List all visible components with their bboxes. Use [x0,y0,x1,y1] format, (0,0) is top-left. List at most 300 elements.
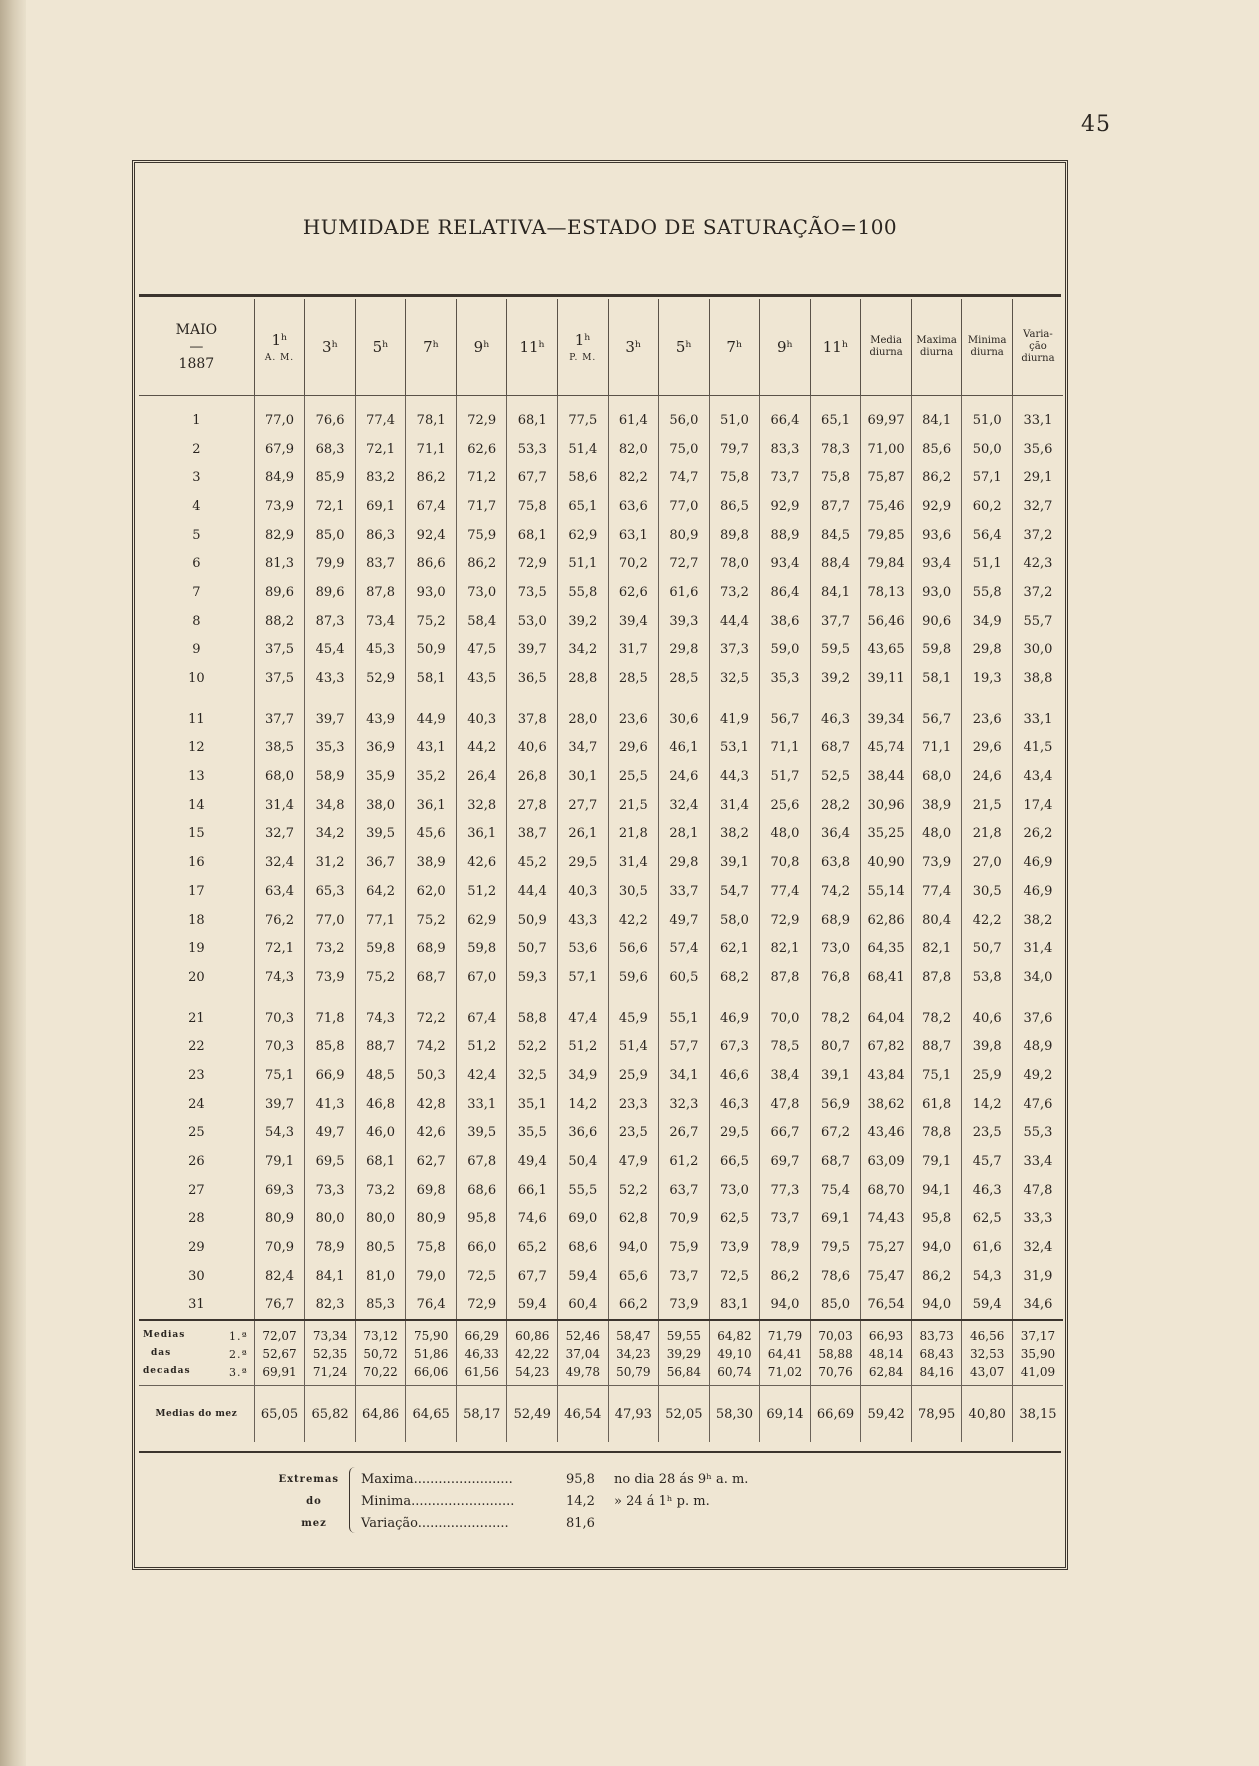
value-cell: 58,9 [305,762,356,791]
day-cell: 26 [188,1154,205,1170]
value-cell: 24,6 [962,762,1013,791]
value-cell: 45,7 [962,1147,1013,1176]
value-cell: 55,14 [861,877,912,906]
decade-value-cell: 51,86 [406,1345,457,1363]
value-cell: 85,3 [355,1291,406,1321]
value-cell: 94,0 [608,1233,659,1262]
value-cell: 85,6 [911,435,962,464]
value-cell: 53,3 [507,435,558,464]
decade-value-cell: 66,93 [861,1320,912,1345]
value-cell: 34,2 [305,820,356,849]
value-cell: 32,7 [1012,492,1063,521]
table-row [139,820,1063,849]
value-cell: 95,8 [456,1205,507,1234]
value-cell: 73,7 [760,463,811,492]
month-mean-cell: 59,42 [861,1386,912,1443]
decade-value-cell: 52,46 [558,1320,609,1345]
value-cell: 66,5 [709,1147,760,1176]
value-cell: 46,3 [962,1176,1013,1205]
value-cell: 73,7 [760,1205,811,1234]
decade-value-cell: 52,35 [305,1345,356,1363]
value-cell: 45,3 [355,636,406,665]
value-cell: 75,1 [254,1061,305,1090]
day-cell: 21 [188,1010,205,1026]
day-cell: 12 [188,740,205,756]
value-cell: 54,3 [962,1262,1013,1291]
decade-value-cell: 72,07 [254,1320,305,1345]
value-cell: 75,8 [709,463,760,492]
col-hour-5am: 5ʰ [355,299,406,396]
value-cell: 68,9 [810,906,861,935]
decade-value-cell: 70,03 [810,1320,861,1345]
value-cell: 77,5 [558,396,609,435]
value-cell: 29,8 [659,636,710,665]
value-cell: 31,9 [1012,1262,1063,1291]
value-cell: 58,8 [507,992,558,1033]
value-cell: 39,7 [305,693,356,734]
month-mean-cell: 58,30 [709,1386,760,1443]
value-cell: 78,3 [810,435,861,464]
table-row [139,1147,1063,1176]
value-cell: 37,3 [709,636,760,665]
value-cell: 76,8 [810,963,861,992]
value-cell: 36,4 [810,820,861,849]
humidity-table [139,299,1063,1442]
value-cell: 73,9 [911,848,962,877]
value-cell: 51,4 [558,435,609,464]
value-cell: 30,1 [558,762,609,791]
value-cell: 79,5 [810,1233,861,1262]
decade-value-cell: 41,09 [1012,1363,1063,1386]
value-cell: 82,0 [608,435,659,464]
day-cell: 25 [188,1125,205,1141]
value-cell: 68,9 [406,934,457,963]
value-cell: 72,1 [254,934,305,963]
value-cell: 95,8 [911,1205,962,1234]
value-cell: 58,4 [456,607,507,636]
value-cell: 24,6 [659,762,710,791]
col-hour-11am: 11ʰ [507,299,558,396]
pm-label: P. M. [569,353,597,363]
value-cell: 43,1 [406,734,457,763]
value-cell: 67,8 [456,1147,507,1176]
value-cell: 50,3 [406,1061,457,1090]
value-cell: 42,8 [406,1090,457,1119]
value-cell: 76,7 [254,1291,305,1321]
value-cell: 41,9 [709,693,760,734]
table-row [139,492,1063,521]
value-cell: 59,8 [355,934,406,963]
value-cell: 65,1 [558,492,609,521]
value-cell: 27,8 [507,791,558,820]
decade-value-cell: 64,41 [760,1345,811,1363]
value-cell: 88,7 [355,1032,406,1061]
extremes-brace [349,1467,358,1533]
value-cell: 39,34 [861,693,912,734]
value-cell: 17,4 [1012,791,1063,820]
value-cell: 87,7 [810,492,861,521]
value-cell: 82,1 [911,934,962,963]
day-cell: 1 [192,412,201,428]
value-cell: 75,87 [861,463,912,492]
value-cell: 70,3 [254,992,305,1033]
decade-value-cell: 52,67 [254,1345,305,1363]
value-cell: 65,6 [608,1262,659,1291]
value-cell: 27,0 [962,848,1013,877]
value-cell: 23,5 [608,1119,659,1148]
value-cell: 73,5 [507,578,558,607]
value-cell: 81,3 [254,549,305,578]
value-cell: 46,9 [1012,848,1063,877]
value-cell: 74,2 [810,877,861,906]
value-cell: 39,2 [810,664,861,693]
value-cell: 61,8 [911,1090,962,1119]
decade-value-cell: 34,23 [608,1345,659,1363]
value-cell: 43,84 [861,1061,912,1090]
decade-value-cell: 37,17 [1012,1320,1063,1345]
value-cell: 87,8 [911,963,962,992]
value-cell: 61,6 [659,578,710,607]
month-mean-cell: 52,05 [659,1386,710,1443]
value-cell: 66,7 [760,1119,811,1148]
value-cell: 68,3 [305,435,356,464]
value-cell: 80,9 [406,1205,457,1234]
day-cell: 24 [188,1096,205,1112]
value-cell: 73,2 [305,934,356,963]
value-cell: 53,1 [709,734,760,763]
value-cell: 23,6 [962,693,1013,734]
value-cell: 51,1 [962,549,1013,578]
value-cell: 46,0 [355,1119,406,1148]
value-cell: 42,6 [456,848,507,877]
value-cell: 88,4 [810,549,861,578]
value-cell: 62,6 [608,578,659,607]
value-cell: 36,5 [507,664,558,693]
value-cell: 86,2 [911,1262,962,1291]
col-hour-3am: 3ʰ [305,299,356,396]
day-cell: 8 [192,613,201,629]
value-cell: 34,0 [1012,963,1063,992]
value-cell: 72,1 [355,435,406,464]
value-cell: 43,65 [861,636,912,665]
value-cell: 28,0 [558,693,609,734]
value-cell: 86,6 [406,549,457,578]
value-cell: 23,5 [962,1119,1013,1148]
value-cell: 65,1 [810,396,861,435]
decade-value-cell: 58,88 [810,1345,861,1363]
value-cell: 33,1 [1012,396,1063,435]
value-cell: 63,8 [810,848,861,877]
value-cell: 57,1 [558,963,609,992]
value-cell: 43,46 [861,1119,912,1148]
value-cell: 71,1 [406,435,457,464]
value-cell: 73,4 [355,607,406,636]
value-cell: 75,27 [861,1233,912,1262]
value-cell: 88,2 [254,607,305,636]
day-cell: 29 [188,1240,205,1256]
month-mean-cell: 52,49 [507,1386,558,1443]
decade-value-cell: 70,22 [355,1363,406,1386]
value-cell: 74,2 [406,1032,457,1061]
value-cell: 26,2 [1012,820,1063,849]
value-cell: 63,09 [861,1147,912,1176]
value-cell: 75,8 [406,1233,457,1262]
value-cell: 94,1 [911,1176,962,1205]
value-cell: 82,3 [305,1291,356,1321]
value-cell: 46,6 [709,1061,760,1090]
day-cell: 11 [188,711,205,727]
value-cell: 40,6 [507,734,558,763]
value-cell: 32,4 [1012,1233,1063,1262]
value-cell: 71,2 [456,463,507,492]
value-cell: 72,9 [507,549,558,578]
decade-label: decadas 3.ª [143,1365,248,1379]
month-year-header [139,299,254,396]
col-hour-3pm: 3ʰ [608,299,659,396]
value-cell: 80,5 [355,1233,406,1262]
value-cell: 37,2 [1012,578,1063,607]
value-cell: 28,1 [659,820,710,849]
book-spine-shadow [0,0,26,1766]
value-cell: 51,0 [709,396,760,435]
value-cell: 63,1 [608,521,659,550]
value-cell: 56,4 [962,521,1013,550]
value-cell: 58,1 [406,664,457,693]
value-cell: 77,4 [355,396,406,435]
value-cell: 61,4 [608,396,659,435]
value-cell: 56,9 [810,1090,861,1119]
value-cell: 28,5 [659,664,710,693]
value-cell: 63,7 [659,1176,710,1205]
col-minima-diurna: Minima diurna [962,299,1013,396]
value-cell: 51,2 [456,877,507,906]
value-cell: 48,9 [1012,1032,1063,1061]
value-cell: 83,2 [355,463,406,492]
value-cell: 50,0 [962,435,1013,464]
decade-row-3 [139,1363,1063,1386]
decade-value-cell: 71,24 [305,1363,356,1386]
value-cell: 57,7 [659,1032,710,1061]
value-cell: 65,3 [305,877,356,906]
value-cell: 37,7 [254,693,305,734]
value-cell: 68,70 [861,1176,912,1205]
value-cell: 40,6 [962,992,1013,1033]
decade-value-cell: 71,02 [760,1363,811,1386]
value-cell: 43,3 [558,906,609,935]
value-cell: 34,2 [558,636,609,665]
value-cell: 55,3 [1012,1119,1063,1148]
table-row [139,848,1063,877]
decade-value-cell: 60,74 [709,1363,760,1386]
value-cell: 46,1 [659,734,710,763]
value-cell: 64,04 [861,992,912,1033]
value-cell: 39,1 [709,848,760,877]
value-cell: 49,4 [507,1147,558,1176]
value-cell: 67,4 [406,492,457,521]
value-cell: 71,7 [456,492,507,521]
value-cell: 62,9 [558,521,609,550]
value-cell: 72,9 [760,906,811,935]
col-maxima-diurna: Maxima diurna [911,299,962,396]
value-cell: 29,5 [709,1119,760,1148]
value-cell: 88,7 [911,1032,962,1061]
value-cell: 55,8 [558,578,609,607]
value-cell: 56,7 [911,693,962,734]
value-cell: 46,3 [709,1090,760,1119]
value-cell: 68,6 [558,1233,609,1262]
value-cell: 79,7 [709,435,760,464]
month-mean-cell: 46,54 [558,1386,609,1443]
value-cell: 38,2 [709,820,760,849]
value-cell: 75,1 [911,1061,962,1090]
value-cell: 94,0 [911,1291,962,1321]
month-mean-cell: 40,80 [962,1386,1013,1443]
value-cell: 19,3 [962,664,1013,693]
decade-label: Medias 1.ª [139,1320,254,1345]
table-row [139,1119,1063,1148]
day-cell: 13 [188,769,205,785]
decade-value-cell: 73,12 [355,1320,406,1345]
value-cell: 47,8 [1012,1176,1063,1205]
value-cell: 28,8 [558,664,609,693]
value-cell: 83,7 [355,549,406,578]
value-cell: 88,9 [760,521,811,550]
value-cell: 75,9 [659,1233,710,1262]
decade-value-cell: 56,84 [659,1363,710,1386]
value-cell: 70,9 [254,1233,305,1262]
extreme-variacao: Variação...................... 81,6 [361,1516,595,1531]
extremes-label: Extremas do mez [278,1474,339,1529]
value-cell: 72,9 [456,1291,507,1321]
decade-value-cell: 73,34 [305,1320,356,1345]
value-cell: 33,1 [1012,693,1063,734]
value-cell: 78,13 [861,578,912,607]
value-cell: 85,8 [305,1032,356,1061]
value-cell: 43,5 [456,664,507,693]
value-cell: 62,86 [861,906,912,935]
value-cell: 78,0 [709,549,760,578]
value-cell: 82,9 [254,521,305,550]
month-extremes [139,1451,1061,1563]
value-cell: 77,4 [760,877,811,906]
value-cell: 34,6 [1012,1291,1063,1321]
value-cell: 37,8 [507,693,558,734]
am-label: A. M. [264,353,295,363]
value-cell: 82,4 [254,1262,305,1291]
value-cell: 37,5 [254,636,305,665]
value-cell: 75,2 [406,607,457,636]
value-cell: 71,8 [305,992,356,1033]
value-cell: 87,8 [760,963,811,992]
col-hour-1am: 1ʰ A. M. [254,299,305,396]
value-cell: 40,90 [861,848,912,877]
value-cell: 26,1 [558,820,609,849]
value-cell: 75,2 [355,963,406,992]
value-cell: 83,3 [760,435,811,464]
value-cell: 84,1 [810,578,861,607]
month-mean-cell: 64,65 [406,1386,457,1443]
value-cell: 67,0 [456,963,507,992]
decade-value-cell: 66,29 [456,1320,507,1345]
value-cell: 60,2 [962,492,1013,521]
value-cell: 75,4 [810,1176,861,1205]
value-cell: 38,44 [861,762,912,791]
col-hour-11pm: 11ʰ [810,299,861,396]
value-cell: 39,2 [558,607,609,636]
value-cell: 84,1 [305,1262,356,1291]
value-cell: 33,7 [659,877,710,906]
value-cell: 49,7 [305,1119,356,1148]
value-cell: 67,9 [254,435,305,464]
value-cell: 80,9 [659,521,710,550]
decade-value-cell: 35,90 [1012,1345,1063,1363]
value-cell: 79,0 [406,1262,457,1291]
value-cell: 36,9 [355,734,406,763]
value-cell: 66,2 [608,1291,659,1321]
value-cell: 38,0 [355,791,406,820]
value-cell: 30,96 [861,791,912,820]
value-cell: 70,3 [254,1032,305,1061]
month-label: MAIO [175,321,218,338]
year-label: 1887 [178,355,215,372]
decade-value-cell: 32,53 [962,1345,1013,1363]
decade-row-2 [139,1345,1063,1363]
value-cell: 47,5 [456,636,507,665]
table-row [139,693,1063,734]
value-cell: 69,0 [558,1205,609,1234]
value-cell: 34,9 [558,1061,609,1090]
page-title: HUMIDADE RELATIVA—ESTADO DE SATURAÇÃO=100 [302,215,898,239]
decade-value-cell: 83,73 [911,1320,962,1345]
value-cell: 43,4 [1012,762,1063,791]
value-cell: 74,6 [507,1205,558,1234]
value-cell: 54,3 [254,1119,305,1148]
value-cell: 68,1 [507,396,558,435]
value-cell: 82,1 [760,934,811,963]
col-hour-7pm: 7ʰ [709,299,760,396]
value-cell: 59,8 [911,636,962,665]
value-cell: 92,4 [406,521,457,550]
value-cell: 76,6 [305,396,356,435]
table-row [139,906,1063,935]
extremes-values [361,1469,748,1535]
value-cell: 73,0 [456,578,507,607]
value-cell: 62,8 [608,1205,659,1234]
value-cell: 59,0 [760,636,811,665]
value-cell: 44,9 [406,693,457,734]
value-cell: 30,0 [1012,636,1063,665]
decade-value-cell: 50,79 [608,1363,659,1386]
value-cell: 78,6 [810,1262,861,1291]
value-cell: 42,2 [608,906,659,935]
decade-label: das 2.ª [151,1347,248,1361]
value-cell: 28,2 [810,791,861,820]
day-cell: 31 [188,1297,205,1313]
value-cell: 43,3 [305,664,356,693]
value-cell: 21,8 [962,820,1013,849]
value-cell: 79,84 [861,549,912,578]
value-cell: 29,6 [608,734,659,763]
month-mean-cell: 64,86 [355,1386,406,1443]
value-cell: 72,5 [456,1262,507,1291]
value-cell: 68,7 [406,963,457,992]
value-cell: 72,7 [659,549,710,578]
decade-value-cell: 64,82 [709,1320,760,1345]
value-cell: 80,7 [810,1032,861,1061]
table-row [139,463,1063,492]
decade-value-cell: 71,79 [760,1320,811,1345]
value-cell: 35,2 [406,762,457,791]
